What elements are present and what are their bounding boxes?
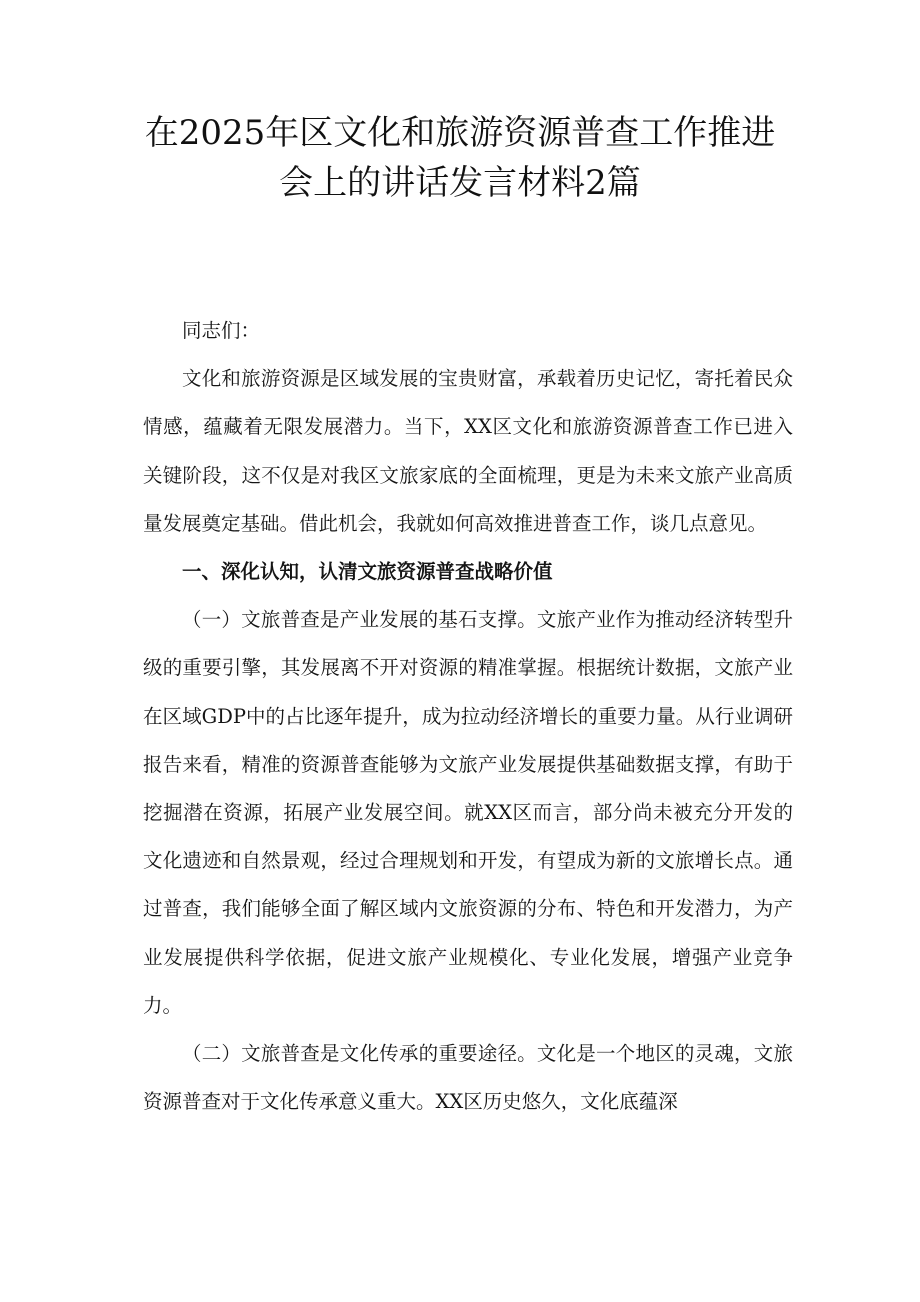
title-line-1: 在2025年区文化和旅游资源普查工作推进 xyxy=(144,113,776,153)
document-title xyxy=(120,108,800,208)
paragraph-subsection-2: （二）文旅普查是文化传承的重要途径。文化是一个地区的灵魂，文旅资源普查对于文化传承意义重大。XX区历史悠久，文化底蕴深 xyxy=(143,1042,793,1114)
document-body xyxy=(143,307,793,1126)
title-line-2: 会上的讲话发言材料2篇 xyxy=(279,163,641,203)
section-heading-1: 一、深化认知，认清文旅资源普查战略价值 xyxy=(182,560,553,584)
salutation: 同志们： xyxy=(182,319,261,342)
intro-paragraph: 文化和旅游资源是区域发展的宝贵财富，承载着历史记忆，寄托着民众情感，蕴藏着无限发展潜力。当下，XX区文化和旅游资源普查工作已进入关键阶段，这不仅是对我区文旅家底的全面梳理，更是为未来文旅产业高质量发展奠定基础。借此机会，我就如何高效推进普查工作，谈几点意见。 xyxy=(143,367,793,535)
paragraph-subsection-1: （一）文旅普查是产业发展的基石支撑。文旅产业作为推动经济转型升级的重要引擎，其发展离不开对资源的精准掌握。根据统计数据，文旅产业在区域GDP中的占比逐年提升，成为拉动经济增长的重要力量。从行业调研报告来看，精准的资源普查能够为文旅产业发展提供基础数据支撑，有助于挖掘潜在资源，拓展产业发展空间。就XX区而言，部分尚未被充分开发的文化遗迹和自然景观，经过合理规划和开发，有望成为新的文旅增长点。通过普查，我们能够全面了解区域内文旅资源的分布、特色和开发潜力，为产业发展提供科学依据，促进文旅产业规模化、专业化发展，增强产业竞争力。 xyxy=(143,608,793,1017)
